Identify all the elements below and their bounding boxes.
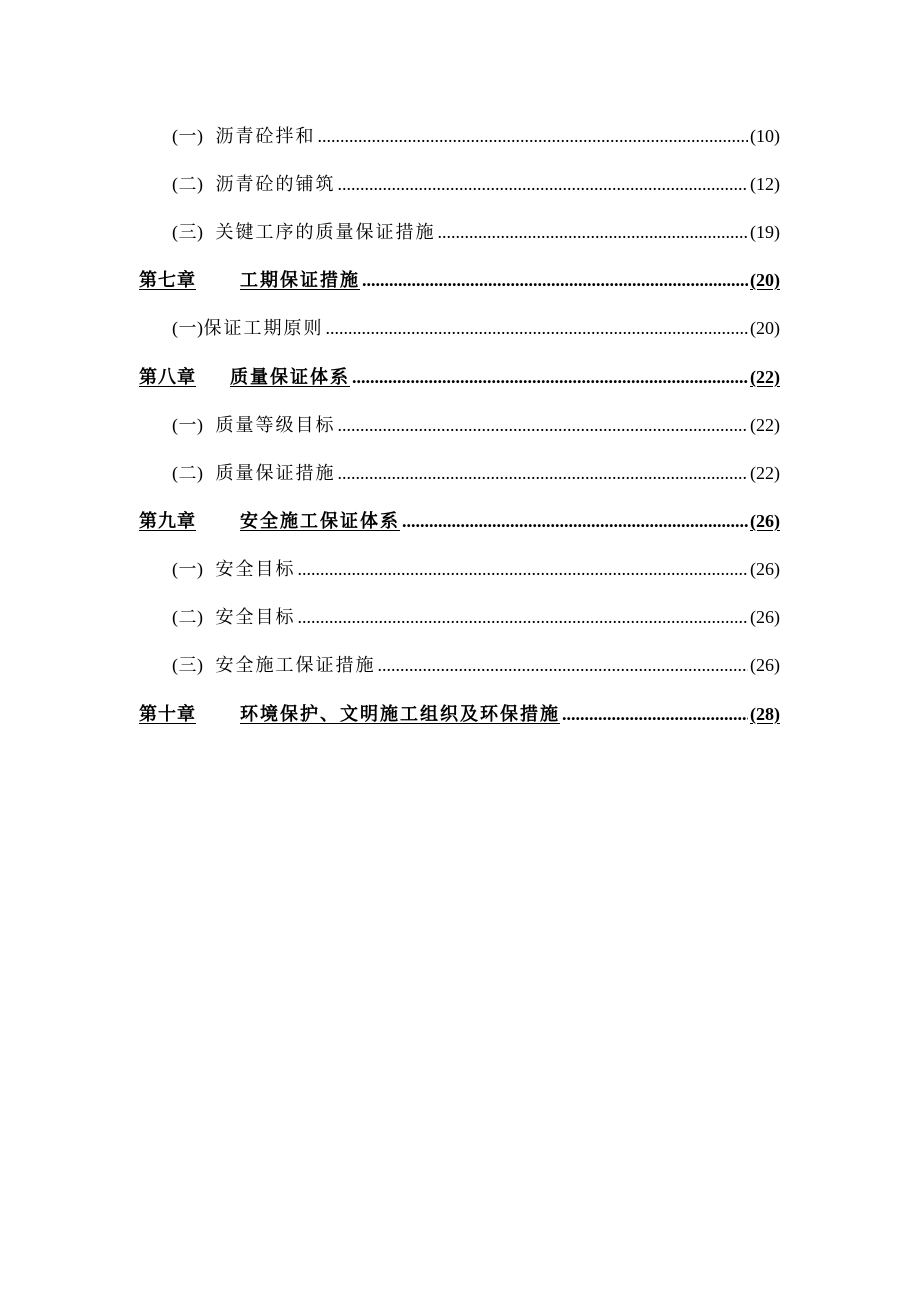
toc-entry-chapter[interactable]	[139, 506, 780, 536]
section-title: 质量等级目标	[215, 415, 336, 436]
section-title: 沥青砼拌和	[215, 126, 316, 147]
page-number: (10)	[750, 126, 780, 146]
dot-leader	[326, 313, 749, 343]
section-number: (二)	[172, 463, 204, 483]
dot-leader	[338, 410, 749, 440]
toc-entry-section[interactable]	[172, 650, 780, 680]
section-title: 沥青砼的铺筑	[215, 174, 336, 195]
dot-leader	[318, 121, 749, 151]
page-number: (22)	[750, 367, 780, 387]
section-title: 关键工序的质量保证措施	[215, 222, 436, 243]
chapter-number: 第九章	[139, 511, 196, 532]
toc-entry-chapter[interactable]	[139, 362, 780, 392]
dot-leader	[362, 265, 748, 295]
dot-leader	[402, 506, 748, 536]
toc-entry-section[interactable]	[172, 217, 780, 247]
page-number: (22)	[750, 463, 780, 483]
page-number: (12)	[750, 174, 780, 194]
page-number: (20)	[750, 270, 780, 290]
section-title: 保证工期原则	[203, 318, 324, 339]
section-number: (三)	[172, 655, 204, 675]
page-number: (28)	[750, 704, 780, 724]
chapter-title: 安全施工保证体系	[240, 511, 400, 532]
page-number: (26)	[750, 511, 780, 531]
section-title: 安全目标	[215, 607, 296, 628]
section-title: 质量保证措施	[215, 463, 336, 484]
toc-entry-section[interactable]	[172, 313, 780, 343]
toc-entry-section[interactable]	[172, 169, 780, 199]
chapter-number: 第八章	[139, 367, 196, 388]
chapter-title: 质量保证体系	[230, 367, 350, 388]
toc-entry-section[interactable]	[172, 458, 780, 488]
chapter-number: 第七章	[139, 270, 196, 291]
section-number: (二)	[172, 607, 204, 627]
page-number: (26)	[750, 559, 780, 579]
chapter-title: 工期保证措施	[240, 270, 360, 291]
toc-entry-section[interactable]	[172, 554, 780, 584]
dot-leader	[338, 169, 749, 199]
section-number: (一)	[172, 415, 204, 435]
dot-leader	[338, 458, 749, 488]
dot-leader	[378, 650, 749, 680]
chapter-title: 环境保护、文明施工组织及环保措施	[240, 704, 560, 725]
toc-entry-section[interactable]	[172, 410, 780, 440]
toc-entry-chapter[interactable]	[139, 699, 780, 729]
section-number: (二)	[172, 174, 204, 194]
chapter-number: 第十章	[139, 704, 196, 725]
dot-leader	[438, 217, 749, 247]
section-title: 安全施工保证措施	[215, 655, 376, 676]
page-number: (20)	[750, 318, 780, 338]
page-number: (26)	[750, 607, 780, 627]
page-number: (22)	[750, 415, 780, 435]
page-number: (26)	[750, 655, 780, 675]
section-number: (三)	[172, 222, 204, 242]
section-title: 安全目标	[215, 559, 296, 580]
toc-entry-chapter[interactable]	[139, 265, 780, 295]
toc-entry-section[interactable]	[172, 602, 780, 632]
dot-leader	[562, 699, 748, 729]
toc-entry-section[interactable]	[172, 121, 780, 151]
page-number: (19)	[750, 222, 780, 242]
dot-leader	[352, 362, 748, 392]
dot-leader	[298, 602, 749, 632]
section-number: (一)	[172, 318, 204, 338]
section-number: (一)	[172, 559, 204, 579]
section-number: (一)	[172, 126, 204, 146]
dot-leader	[298, 554, 749, 584]
